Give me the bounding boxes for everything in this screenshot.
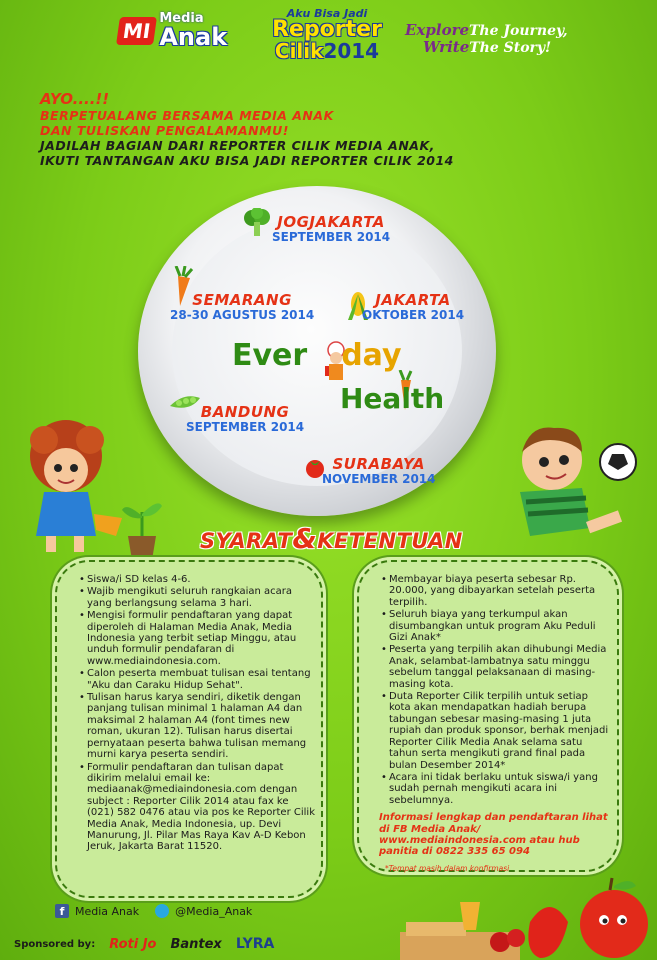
logo-line2: Anak [159,23,228,51]
city-date: 28-30 AGUSTUS 2014 [170,308,315,323]
facebook-icon[interactable]: f [55,904,69,918]
syarat-title [200,522,463,555]
rc-line1: Aku Bisa Jadi [286,7,368,20]
note-text: *Tempat masih dalam konfirmasi [385,863,510,873]
sponsor-roti-jo-logo: Roti Jo [109,936,157,952]
tagline-a2: Write [423,37,470,56]
fruits-illustration-icon [400,872,657,960]
city-date: OKTOBER 2014 [362,308,465,323]
rc-line2: Reporter [272,17,382,42]
facebook-link[interactable]: Media Anak [75,904,140,918]
info-text: Informasi lengkap dan pendaftaran lihat di FB Media Anak/ www.mediaindonesia.com atau hub panitia di 0822 335 65 094 [379,812,608,858]
city-bandung [186,404,304,435]
rules-right-list [369,574,611,806]
intro-line3: JADILAH BAGIAN DARI REPORTER CILIK MEDIA ANAK, [40,138,435,153]
logo-mark: MI [116,17,157,45]
intro-line4: IKUTI TANTANGAN AKU BISA JADI REPORTER CILIK 2014 [40,153,454,168]
reporter-cilik-logo [262,8,392,61]
tagline-b2: The Story! [469,39,552,56]
list-item: • Tulisan harus karya sendiri, diketik dengan panjang tulisan minimal 1 halaman A4 dan maksimal 2 halaman A4 (font times new roman, ukuran 12). Tulisan harus disertai pernyataan peserta bahwa tulisan memang murni karya peserta sendiri. [79,692,315,760]
list-item: • Calon peserta membuat tulisan esai tentang "Aku dan Caraku Hidup Sehat". [79,668,315,691]
everyday-title [232,338,402,373]
city-date: NOVEMBER 2014 [322,472,436,487]
intro-line2: DAN TULISKAN PENGALAMANMU! [40,123,289,138]
health-title: Health [340,382,445,415]
tagline-b1: The Journey, [469,23,568,39]
tagline-a1: Explore [405,21,470,39]
sponsor-bar [0,928,400,960]
list-item: • Mengisi formulir pendaftaran yang dapat diperoleh di Halaman Media Anak, Media Indonesia yang terbit setiap Minggu, atau unduh formulir pendafaran di www.mediaindonesia.com. [79,610,315,667]
list-item: • Peserta yang terpilih akan dihubungi Media Anak, selambat-lambatnya satu minggu sebelum tanggal pelaksanaan di masing-masing kota. [381,644,611,690]
rc-year: 2014 [323,39,380,63]
sponsor-bantex-logo: Bantex [170,936,222,952]
list-item: • Wajib mengikuti seluruh rangkaian acara yang berlangsung selama 3 hari. [79,586,315,609]
city-date: SEPTEMBER 2014 [186,420,305,435]
list-item: • Membayar biaya peserta sebesar Rp. 20.000, yang dibayarkan setelah peserta terpilih. [381,574,611,608]
list-item: • Siswa/i SD kelas 4-6. [79,574,315,585]
city-name: JAKARTA [375,291,451,309]
rules-left-list [67,574,315,853]
rc-line3: Cilik [274,39,324,63]
city-semarang [170,292,314,323]
city-date: SEPTEMBER 2014 [272,230,391,245]
sponsor-lyra-logo: LYRA [235,936,275,952]
city-name: BANDUNG [200,403,290,421]
rules-right-panel [357,560,619,872]
boy-character-icon [490,418,650,558]
syarat-amp: & [292,522,318,555]
city-name: JOGJAKARTA [277,213,385,231]
sponsor-label: Sponsored by: [14,938,96,950]
rules-left-panel [55,560,323,898]
logo-line1: Media [159,11,204,26]
social-links [55,904,252,918]
twitter-link[interactable]: @Media_Anak [175,904,253,918]
city-surabaya [322,456,436,487]
city-jogjakarta [272,214,390,245]
media-anak-logo [118,12,227,49]
sprout-plant-icon [118,496,166,562]
broccoli-icon [240,208,274,238]
list-item: • Acara ini tidak berlaku untuk siswa/i yang sudah pernah mengikuti acara ini sebelumnya. [381,772,611,806]
list-item: • Seluruh biaya yang terkumpul akan disumbangkan untuk program Aku Peduli Gizi Anak* [381,609,611,643]
intro-text [40,90,630,168]
syarat-w2: KETENTUAN [317,529,463,553]
everyday-w2: day [341,338,402,373]
city-jakarta [362,292,464,323]
intro-ayo: AYO....!! [40,90,110,108]
twitter-icon[interactable] [155,904,169,918]
list-item: • Formulir pendaftaran dan tulisan dapat dikirim melalui email ke: mediaanak@mediaindonesia.com dengan subject : Reporter Cilik 2014 atau fax ke (021) 582 0476 atau via pos ke Reporter Cilik Media Anak, Media Indonesia, up. Devi Manurung, Jl. Pilar Mas Raya Kav A-D Kebon Jeruk, Jakarta Barat 11520. [79,762,315,853]
city-name: SEMARANG [192,291,292,309]
everyday-w1: Ever [232,338,308,373]
tagline [405,22,568,56]
intro-line1: BERPETUALANG BERSAMA MEDIA ANAK [40,108,334,123]
syarat-w1: SYARAT [200,529,293,553]
city-name: SURABAYA [332,455,425,473]
list-item: • Duta Reporter Cilik terpilih untuk setiap kota akan mendapatkan hadiah berupa tabungan sebesar masing-masing 1 juta rupiah dan produk sponsor, berhak menjadi Reporter Cilik Media Anak selama satu tahun serta mengikuti grand final pada bulan Desember 2014* [381,691,611,771]
